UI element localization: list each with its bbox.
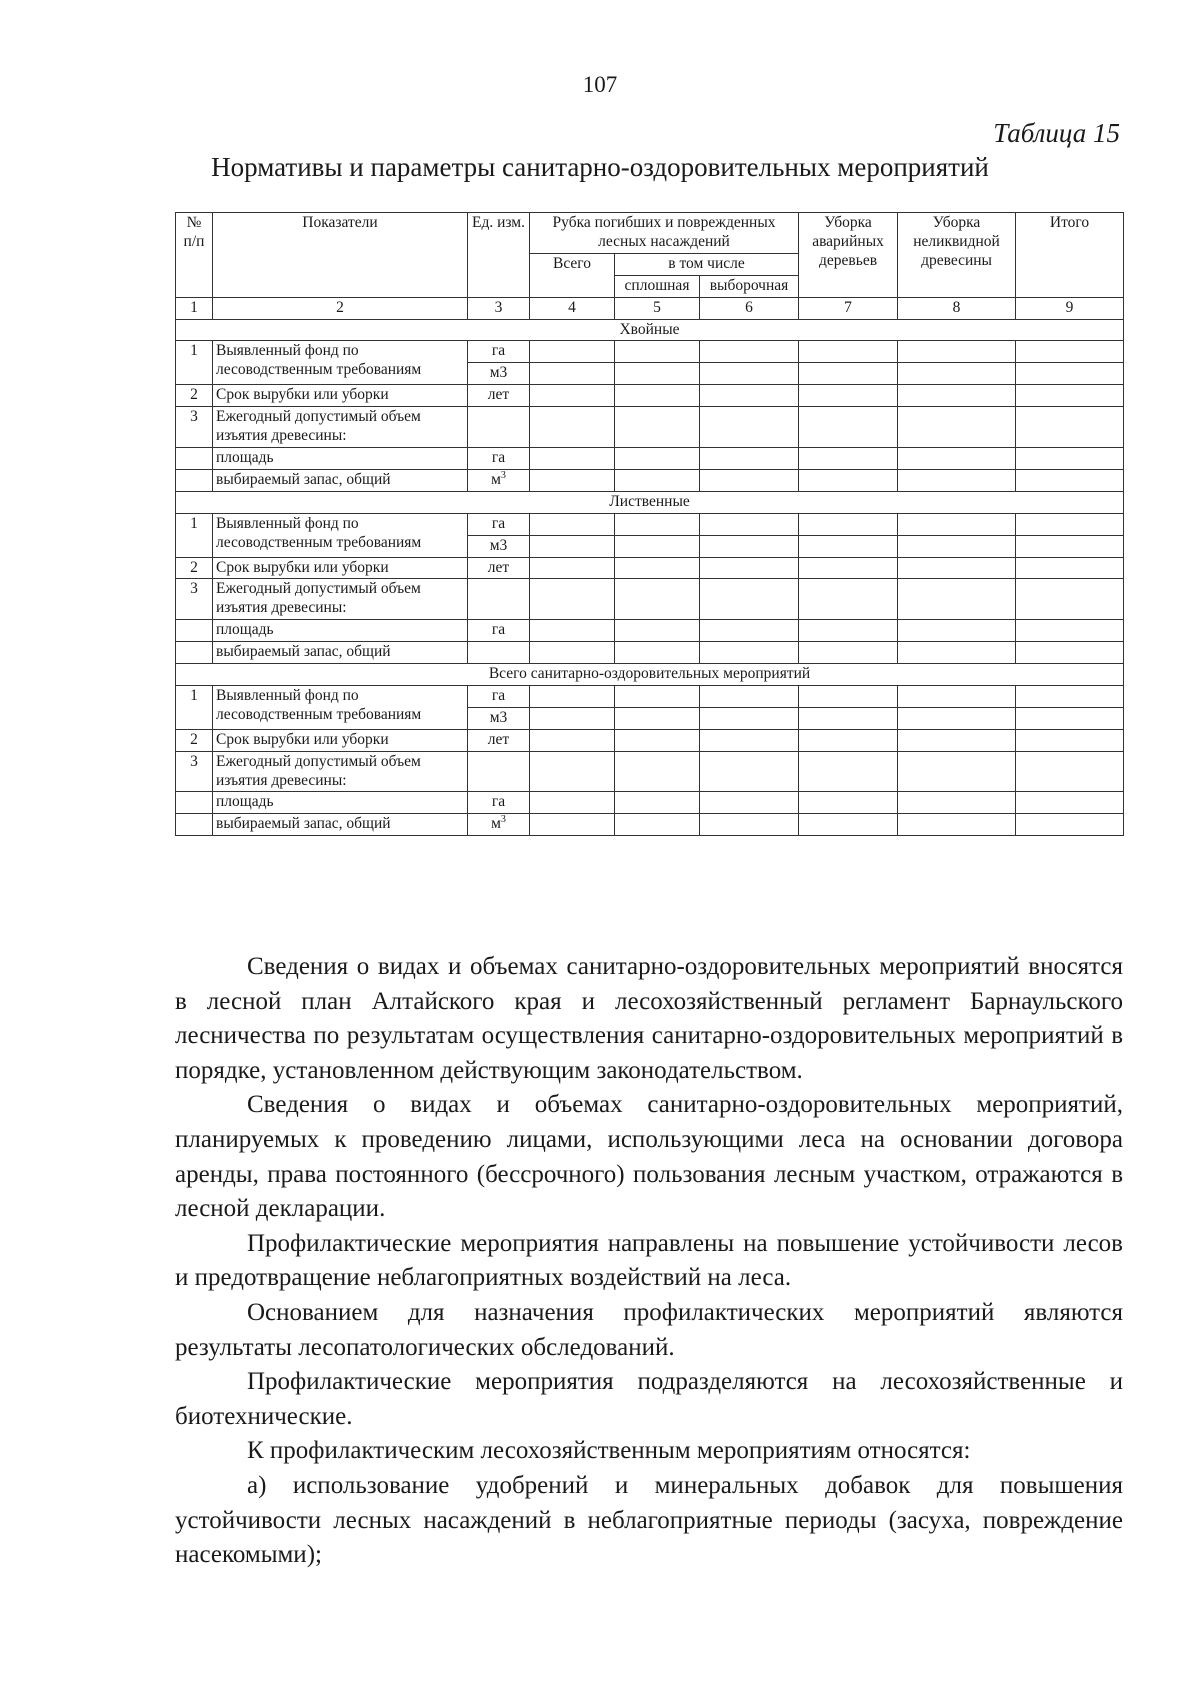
paragraph: Профилактические мероприятия подразделяются на лесохозяйственные и биотехнические.	[175, 1368, 1123, 1430]
value-cell	[530, 557, 615, 579]
value-cell	[530, 385, 615, 407]
value-cell	[1016, 385, 1124, 407]
section-row	[176, 491, 1124, 513]
table-label: Таблица 15	[993, 118, 1120, 148]
value-cell	[700, 513, 799, 535]
row-number: 2	[176, 385, 213, 407]
row-unit: га	[468, 341, 530, 363]
body-text	[175, 950, 1123, 1573]
row-indicator: Выявленный фонд по лесоводственным требованиям	[213, 685, 468, 729]
value-cell	[1016, 557, 1124, 579]
row-unit: лет	[468, 557, 530, 579]
row-indicator: площадь	[213, 620, 468, 642]
header-felling: Рубка погибших и поврежденных лесных насаждений	[530, 213, 799, 254]
table-row	[176, 814, 1124, 836]
table-row	[176, 751, 1124, 792]
value-cell	[530, 685, 615, 707]
header-selective: выборочная	[700, 275, 799, 297]
row-indicator: выбираемый запас, общий	[213, 814, 468, 836]
value-cell	[530, 642, 615, 664]
value-cell	[1016, 814, 1124, 836]
value-cell	[530, 407, 615, 448]
row-unit	[468, 751, 530, 792]
column-number: 2	[213, 297, 468, 319]
section-row	[176, 664, 1124, 686]
value-cell	[898, 341, 1016, 363]
table-row	[176, 513, 1124, 535]
header-total: Итого	[1016, 213, 1124, 298]
row-indicator: выбираемый запас, общий	[213, 469, 468, 491]
value-cell	[530, 513, 615, 535]
column-numbers-row	[176, 297, 1124, 319]
section-title: Всего санитарно-оздоровительных мероприятий	[176, 664, 1124, 686]
column-number: 8	[898, 297, 1016, 319]
row-indicator: Выявленный фонд по лесоводственным требованиям	[213, 513, 468, 557]
value-cell	[898, 469, 1016, 491]
value-cell	[898, 535, 1016, 557]
paragraph: Профилактические мероприятия направлены на повышение устойчивости лесов и предотвращение неблагоприятных воздействий на леса.	[175, 1229, 1123, 1292]
header-row	[176, 213, 1124, 254]
row-unit: м3	[468, 363, 530, 385]
value-cell	[700, 792, 799, 814]
row-number: 3	[176, 579, 213, 620]
table-row	[176, 729, 1124, 751]
paragraph: Сведения о видах и объемах санитарно-оздоровительных мероприятий, планируемых к проведению лицами, использующими леса на основании договора аренды, права постоянного (бессрочного) пользования лесным участком, отражаются в лесной декларации.	[175, 1091, 1123, 1223]
value-cell	[898, 729, 1016, 751]
unit-superscript: 3	[500, 814, 506, 826]
value-cell	[799, 579, 898, 620]
value-cell	[1016, 729, 1124, 751]
row-unit	[468, 642, 530, 664]
header-total-all: Всего	[530, 253, 615, 297]
value-cell	[799, 751, 898, 792]
value-cell	[799, 620, 898, 642]
value-cell	[700, 385, 799, 407]
row-number	[176, 447, 213, 469]
value-cell	[615, 707, 700, 729]
value-cell	[1016, 642, 1124, 664]
paragraph: Основанием для назначения профилактических мероприятий являются результаты лесопатологических обследований.	[175, 1298, 1123, 1361]
row-number	[176, 642, 213, 664]
row-number: 1	[176, 685, 213, 729]
value-cell	[799, 407, 898, 448]
value-cell	[1016, 447, 1124, 469]
row-number	[176, 814, 213, 836]
header-including: в том числе	[615, 253, 799, 275]
row-indicator: Срок вырубки или уборки	[213, 557, 468, 579]
table-row	[176, 447, 1124, 469]
value-cell	[898, 642, 1016, 664]
row-unit: лет	[468, 385, 530, 407]
value-cell	[700, 447, 799, 469]
value-cell	[1016, 363, 1124, 385]
row-indicator: выбираемый запас, общий	[213, 642, 468, 664]
table-row	[176, 385, 1124, 407]
value-cell	[615, 557, 700, 579]
value-cell	[615, 642, 700, 664]
row-indicator: Ежегодный допустимый объем изъятия древесины:	[213, 751, 468, 792]
value-cell	[799, 513, 898, 535]
row-indicator: Срок вырубки или уборки	[213, 729, 468, 751]
row-number	[176, 469, 213, 491]
value-cell	[898, 685, 1016, 707]
row-number: 2	[176, 557, 213, 579]
value-cell	[530, 469, 615, 491]
value-cell	[700, 729, 799, 751]
value-cell	[530, 707, 615, 729]
value-cell	[700, 363, 799, 385]
value-cell	[799, 685, 898, 707]
value-cell	[799, 469, 898, 491]
column-number: 1	[176, 297, 213, 319]
value-cell	[530, 792, 615, 814]
value-cell	[898, 385, 1016, 407]
value-cell	[1016, 535, 1124, 557]
value-cell	[700, 469, 799, 491]
value-cell	[898, 557, 1016, 579]
value-cell	[530, 620, 615, 642]
row-unit: га	[468, 792, 530, 814]
value-cell	[530, 751, 615, 792]
value-cell	[700, 341, 799, 363]
table-body	[176, 319, 1124, 836]
value-cell	[615, 447, 700, 469]
row-indicator: Ежегодный допустимый объем изъятия древесины:	[213, 579, 468, 620]
row-number: 2	[176, 729, 213, 751]
value-cell	[700, 407, 799, 448]
row-unit	[468, 469, 530, 491]
value-cell	[700, 814, 799, 836]
row-unit: га	[468, 620, 530, 642]
value-cell	[530, 729, 615, 751]
value-cell	[700, 557, 799, 579]
value-cell	[615, 751, 700, 792]
table-title: Нормативы и параметры санитарно-оздоровительных мероприятий	[211, 152, 989, 182]
column-number: 9	[1016, 297, 1124, 319]
row-number	[176, 792, 213, 814]
value-cell	[898, 707, 1016, 729]
value-cell	[1016, 751, 1124, 792]
value-cell	[700, 642, 799, 664]
column-number: 7	[799, 297, 898, 319]
table-row	[176, 620, 1124, 642]
header-unit: Ед. изм.	[468, 213, 530, 298]
unit-superscript: 3	[500, 469, 506, 481]
value-cell	[799, 385, 898, 407]
header-num: № п/п	[176, 213, 213, 298]
value-cell	[615, 535, 700, 557]
unit-base: м	[491, 470, 501, 488]
value-cell	[1016, 407, 1124, 448]
section-title: Хвойные	[176, 319, 1124, 341]
value-cell	[1016, 341, 1124, 363]
value-cell	[1016, 707, 1124, 729]
value-cell	[799, 707, 898, 729]
value-cell	[615, 469, 700, 491]
section-row	[176, 319, 1124, 341]
value-cell	[1016, 620, 1124, 642]
table-row	[176, 407, 1124, 448]
value-cell	[898, 814, 1016, 836]
norms-table	[175, 212, 1124, 836]
header-emergency: Уборка аварийных деревьев	[799, 213, 898, 298]
value-cell	[530, 579, 615, 620]
header-indicators: Показатели	[213, 213, 468, 298]
paragraph: Сведения о видах и объемах санитарно-оздоровительных мероприятий вносятся в лесной план Алтайского края и лесохозяйственный регламент Барнаульского лесничества по результатам осуществления санитарно-оздоровительных мероприятий в порядке, установленном действующим законодательством.	[175, 953, 1123, 1084]
row-indicator: площадь	[213, 792, 468, 814]
row-number: 3	[176, 407, 213, 448]
value-cell	[1016, 513, 1124, 535]
value-cell	[1016, 469, 1124, 491]
table-row	[176, 557, 1124, 579]
value-cell	[615, 385, 700, 407]
value-cell	[700, 685, 799, 707]
value-cell	[615, 579, 700, 620]
value-cell	[615, 363, 700, 385]
header-illiquid: Уборка неликвидной древесины	[898, 213, 1016, 298]
value-cell	[530, 535, 615, 557]
value-cell	[1016, 579, 1124, 620]
value-cell	[530, 363, 615, 385]
row-number: 1	[176, 341, 213, 385]
value-cell	[1016, 792, 1124, 814]
value-cell	[799, 729, 898, 751]
table-row	[176, 685, 1124, 707]
column-number: 5	[615, 297, 700, 319]
page-number: 107	[582, 72, 618, 97]
value-cell	[700, 535, 799, 557]
row-unit: га	[468, 447, 530, 469]
value-cell	[700, 620, 799, 642]
row-unit: га	[468, 685, 530, 707]
section-title: Лиственные	[176, 491, 1124, 513]
row-unit	[468, 579, 530, 620]
column-number: 6	[700, 297, 799, 319]
value-cell	[799, 447, 898, 469]
value-cell	[615, 513, 700, 535]
value-cell	[799, 814, 898, 836]
value-cell	[615, 814, 700, 836]
value-cell	[615, 341, 700, 363]
row-unit: га	[468, 513, 530, 535]
value-cell	[898, 363, 1016, 385]
header-solid: сплошная	[615, 275, 700, 297]
value-cell	[799, 535, 898, 557]
value-cell	[898, 751, 1016, 792]
value-cell	[700, 751, 799, 792]
value-cell	[1016, 685, 1124, 707]
value-cell	[898, 579, 1016, 620]
paragraph: а) использование удобрений и минеральных добавок для повышения устойчивости лесных насаждений в неблагоприятные периоды (засуха, повреждение насекомыми);	[175, 1471, 1123, 1569]
value-cell	[700, 707, 799, 729]
row-unit	[468, 407, 530, 448]
value-cell	[898, 447, 1016, 469]
row-number	[176, 620, 213, 642]
value-cell	[898, 513, 1016, 535]
table-row	[176, 341, 1124, 363]
unit-base: м	[491, 815, 501, 833]
row-unit: м3	[468, 707, 530, 729]
table-row	[176, 642, 1124, 664]
value-cell	[898, 792, 1016, 814]
value-cell	[799, 557, 898, 579]
row-number: 1	[176, 513, 213, 557]
value-cell	[898, 407, 1016, 448]
row-indicator: площадь	[213, 447, 468, 469]
column-number: 4	[530, 297, 615, 319]
row-unit: лет	[468, 729, 530, 751]
value-cell	[530, 341, 615, 363]
table-row	[176, 469, 1124, 491]
value-cell	[615, 407, 700, 448]
value-cell	[615, 620, 700, 642]
value-cell	[799, 363, 898, 385]
value-cell	[615, 729, 700, 751]
row-indicator: Выявленный фонд по лесоводственным требованиям	[213, 341, 468, 385]
row-indicator: Ежегодный допустимый объем изъятия древесины:	[213, 407, 468, 448]
value-cell	[615, 685, 700, 707]
table-row	[176, 579, 1124, 620]
row-unit	[468, 814, 530, 836]
row-indicator: Срок вырубки или уборки	[213, 385, 468, 407]
column-number: 3	[468, 297, 530, 319]
row-number: 3	[176, 751, 213, 792]
row-unit: м3	[468, 535, 530, 557]
value-cell	[799, 792, 898, 814]
value-cell	[530, 447, 615, 469]
value-cell	[799, 642, 898, 664]
value-cell	[898, 620, 1016, 642]
value-cell	[799, 341, 898, 363]
value-cell	[700, 579, 799, 620]
paragraph: К профилактическим лесохозяйственным мероприятиям относятся:	[247, 1437, 971, 1465]
value-cell	[615, 792, 700, 814]
table-row	[176, 792, 1124, 814]
value-cell	[530, 814, 615, 836]
